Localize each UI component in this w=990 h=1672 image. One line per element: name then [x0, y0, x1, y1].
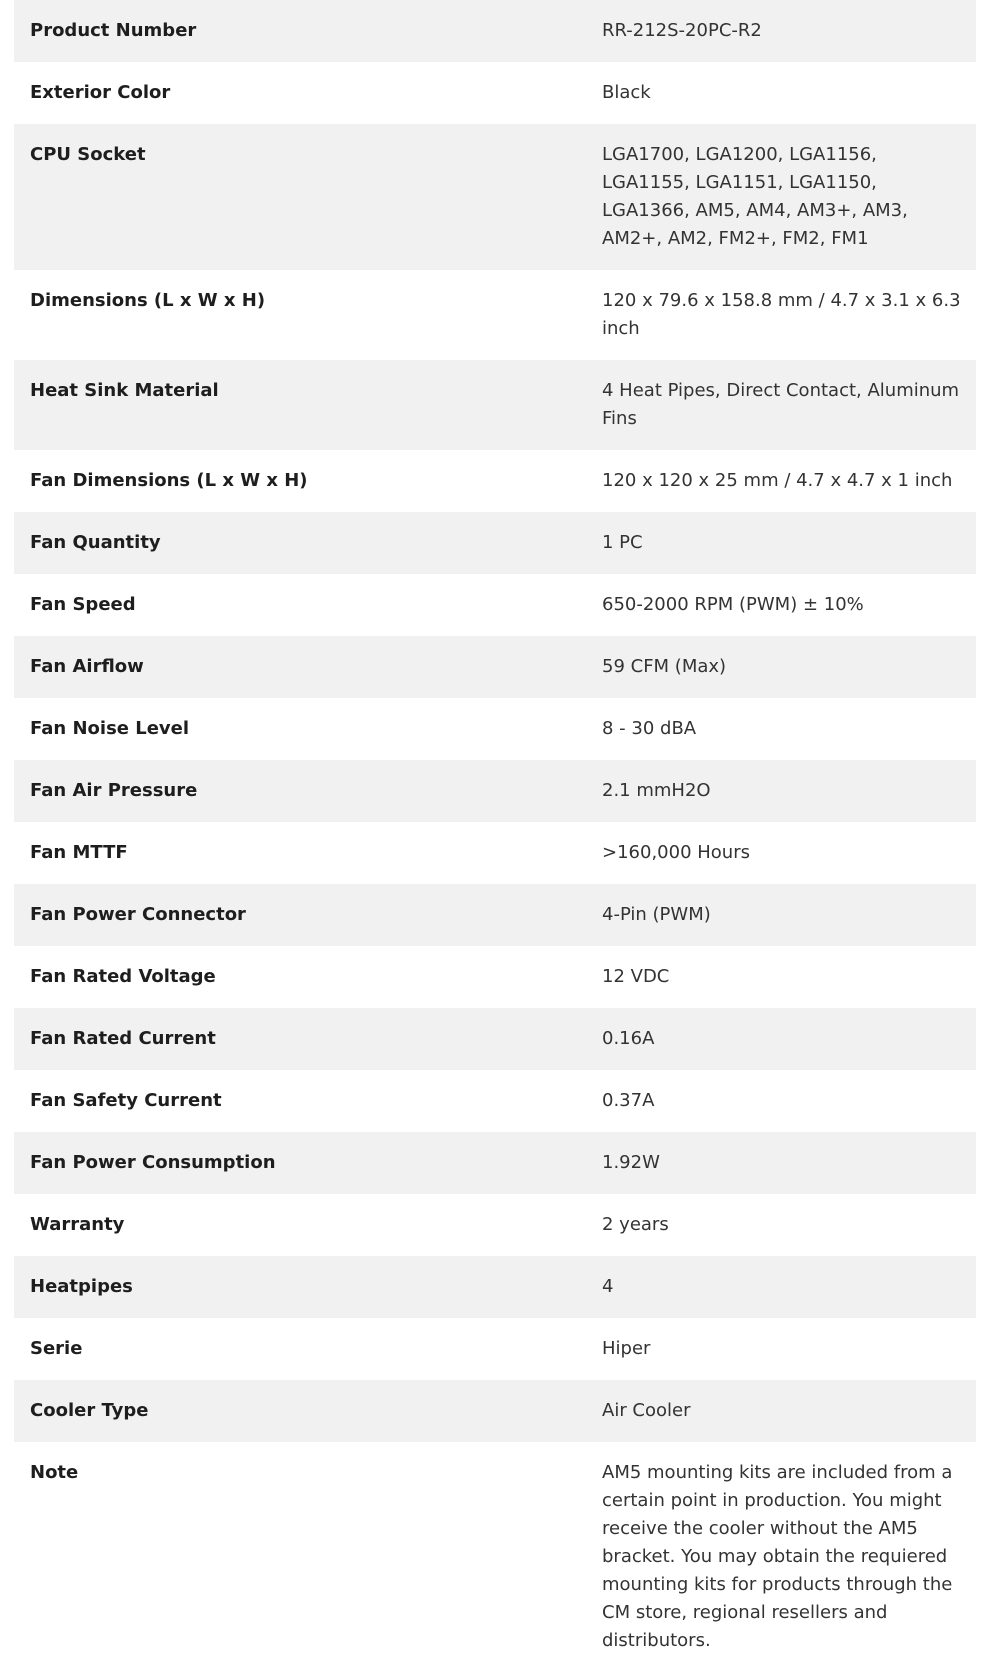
spec-value: 4-Pin (PWM) [602, 904, 711, 925]
spec-label: Dimensions (L x W x H) [30, 290, 266, 311]
spec-value: 120 x 120 x 25 mm / 4.7 x 4.7 x 1 inch [602, 470, 953, 491]
spec-label: Note [30, 1462, 79, 1483]
spec-row-heatpipes [14, 1256, 976, 1318]
spec-row-fan-rated-voltage [14, 946, 976, 1008]
spec-row-fan-power-connector [14, 884, 976, 946]
specifications-table [14, 0, 976, 1672]
spec-row-heat-sink-material [14, 360, 976, 450]
spec-value: AM5 mounting kits are included from a certain point in production. You might receive the cooler without the AM5 bracket. You may obtain the requiered mounting kits for products through the CM store, regional resellers and distributors. [602, 1462, 953, 1651]
spec-label: Fan Safety Current [30, 1090, 222, 1111]
spec-value: 650-2000 RPM (PWM) ± 10% [602, 594, 864, 615]
spec-value: 4 Heat Pipes, Direct Contact, Aluminum Fins [602, 380, 960, 429]
spec-value: 2 years [602, 1214, 669, 1235]
spec-label: Fan Air Pressure [30, 780, 198, 801]
spec-value: Black [602, 82, 651, 103]
spec-value: 0.16A [602, 1028, 655, 1049]
spec-value: >160,000 Hours [602, 842, 750, 863]
spec-label: Product Number [30, 20, 197, 41]
spec-row-fan-mttf [14, 822, 976, 884]
spec-value: Air Cooler [602, 1400, 691, 1421]
spec-row-fan-air-pressure [14, 760, 976, 822]
spec-value: 12 VDC [602, 966, 670, 987]
specifications-body [14, 0, 976, 1672]
spec-value: 8 - 30 dBA [602, 718, 697, 739]
spec-label: Cooler Type [30, 1400, 149, 1421]
spec-label: Fan Airflow [30, 656, 144, 677]
spec-row-cpu-socket [14, 124, 976, 270]
spec-value: 2.1 mmH2O [602, 780, 711, 801]
spec-label: Fan Rated Current [30, 1028, 216, 1049]
spec-value: 1 PC [602, 532, 643, 553]
spec-value: 0.37A [602, 1090, 655, 1111]
spec-value: 59 CFM (Max) [602, 656, 727, 677]
spec-label: Fan Noise Level [30, 718, 190, 739]
spec-row-exterior-color [14, 62, 976, 124]
spec-value: 1.92W [602, 1152, 660, 1173]
spec-label: Heatpipes [30, 1276, 133, 1297]
spec-row-fan-safety-current [14, 1070, 976, 1132]
spec-label: Warranty [30, 1214, 125, 1235]
spec-label: Fan MTTF [30, 842, 128, 863]
spec-row-fan-dimensions [14, 450, 976, 512]
spec-row-cooler-type [14, 1380, 976, 1442]
spec-value: 120 x 79.6 x 158.8 mm / 4.7 x 3.1 x 6.3 inch [602, 290, 961, 339]
spec-value: 4 [602, 1276, 614, 1297]
spec-label: Fan Rated Voltage [30, 966, 216, 987]
spec-label: Fan Power Consumption [30, 1152, 276, 1173]
spec-row-fan-noise-level [14, 698, 976, 760]
spec-row-fan-speed [14, 574, 976, 636]
spec-row-warranty [14, 1194, 976, 1256]
spec-label: Serie [30, 1338, 83, 1359]
spec-label: Fan Power Connector [30, 904, 246, 925]
spec-label: Exterior Color [30, 82, 171, 103]
spec-row-product-number [14, 0, 976, 62]
spec-row-note [14, 1442, 976, 1672]
spec-label: CPU Socket [30, 144, 146, 165]
spec-label: Heat Sink Material [30, 380, 219, 401]
spec-label: Fan Dimensions (L x W x H) [30, 470, 308, 491]
spec-row-serie [14, 1318, 976, 1380]
spec-row-dimensions [14, 270, 976, 360]
spec-label: Fan Quantity [30, 532, 161, 553]
spec-value: RR-212S-20PC-R2 [602, 20, 762, 41]
spec-row-fan-airflow [14, 636, 976, 698]
spec-value: Hiper [602, 1338, 651, 1359]
spec-label: Fan Speed [30, 594, 136, 615]
spec-value: LGA1700, LGA1200, LGA1156, LGA1155, LGA1151, LGA1150, LGA1366, AM5, AM4, AM3+, AM3, AM2+, AM2, FM2+, FM2, FM1 [602, 144, 908, 249]
spec-row-fan-rated-current [14, 1008, 976, 1070]
spec-row-fan-power-consumption [14, 1132, 976, 1194]
spec-row-fan-quantity [14, 512, 976, 574]
